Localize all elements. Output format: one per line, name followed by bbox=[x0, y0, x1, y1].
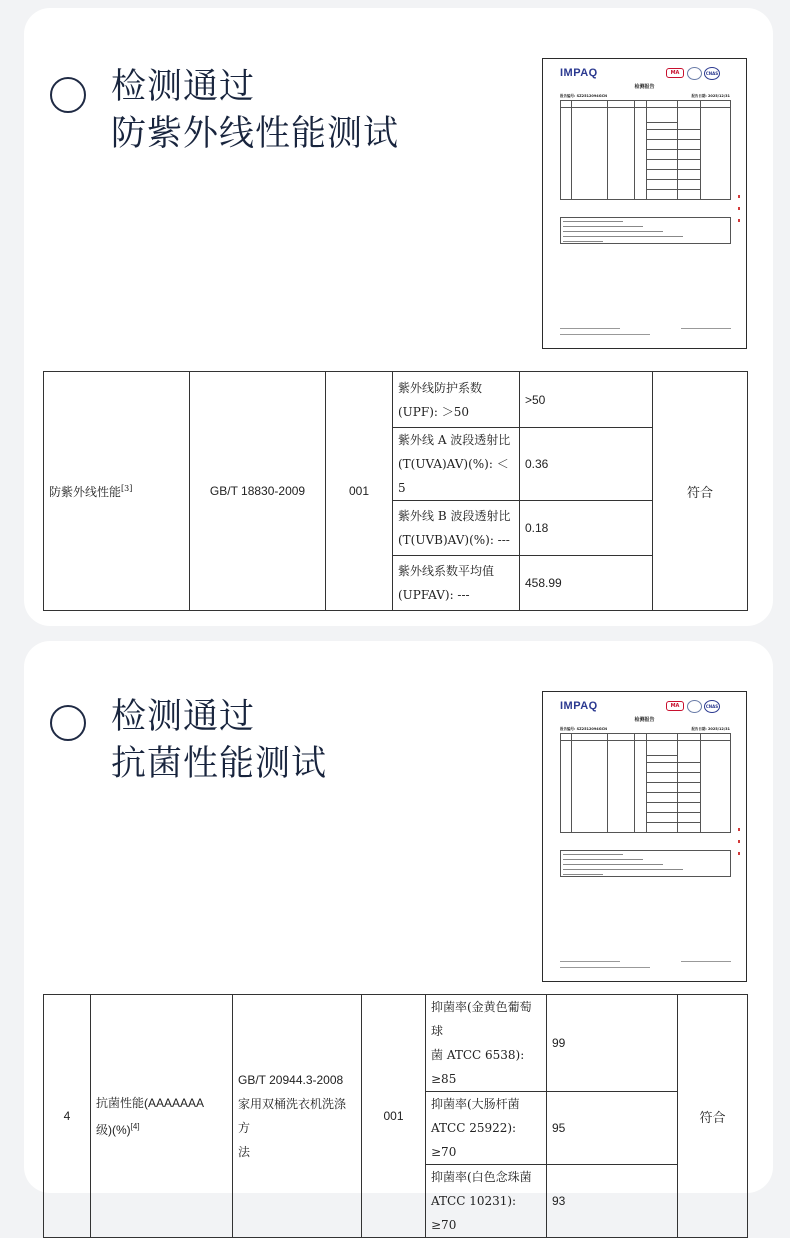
cnas-badge: CNAS bbox=[704, 67, 720, 80]
report-notes bbox=[560, 217, 731, 244]
requirement-cell: 抑菌率(金黄色葡萄球 菌 ATCC 6538): ≥85 bbox=[426, 995, 547, 1092]
ilac-badge bbox=[687, 700, 702, 713]
report-mini-table bbox=[560, 733, 731, 833]
antibac-card-title bbox=[111, 694, 327, 788]
cma-badge: MA bbox=[666, 701, 684, 711]
requirement-cell: 紫外线防护系数 (UPF): ＞50 bbox=[393, 372, 520, 428]
requirement-cell: 抑菌率(白色念珠菌 ATCC 10231): ≥70 bbox=[426, 1165, 547, 1238]
title-line-1: 检测通过 bbox=[111, 697, 256, 737]
result-cell: 95 bbox=[547, 1092, 678, 1165]
result-cell: 0.36 bbox=[520, 428, 653, 501]
requirement-cell: 紫外线 A 波段透射比 (T(UVA)AV)(%): ＜5 bbox=[393, 428, 520, 501]
title-line-2: 防紫外线性能测试 bbox=[111, 114, 400, 154]
report-doc-title: 检测报告 bbox=[634, 717, 655, 723]
uv-result-table bbox=[43, 371, 748, 611]
report-date: 报告日期: 2025/12/31 bbox=[691, 727, 730, 731]
report-thumbnail bbox=[542, 58, 747, 349]
result-cell: 99 bbox=[547, 995, 678, 1092]
test-item-cell: 防紫外线性能[3] bbox=[44, 372, 190, 611]
standard-cell: GB/T 18830-2009 bbox=[190, 372, 326, 611]
report-doc-title: 检测报告 bbox=[634, 84, 655, 90]
report-mini-table bbox=[560, 100, 731, 200]
requirement-cell: 紫外线 B 波段透射比 (T(UVB)AV)(%): --- bbox=[393, 501, 520, 556]
result-cell: 93 bbox=[547, 1165, 678, 1238]
report-date: 报告日期: 2025/12/31 bbox=[691, 94, 730, 98]
report-number: 报告编号: SZ2512094GCN bbox=[560, 727, 608, 731]
cnas-badge: CNAS bbox=[704, 700, 720, 713]
report-notes bbox=[560, 850, 731, 877]
verdict-cell: 符合 bbox=[653, 372, 748, 611]
title-line-2: 抗菌性能测试 bbox=[111, 744, 328, 784]
verdict-cell: 符合 bbox=[678, 995, 748, 1238]
result-cell: 0.18 bbox=[520, 501, 653, 556]
item-number-cell: 4 bbox=[44, 995, 91, 1238]
sample-cell: 001 bbox=[362, 995, 426, 1238]
requirement-cell: 紫外线系数平均值 (UPFAV): --- bbox=[393, 556, 520, 611]
report-thumbnail bbox=[542, 691, 747, 982]
ilac-badge bbox=[687, 67, 702, 80]
uv-card-title bbox=[111, 64, 399, 158]
circle-icon bbox=[50, 705, 86, 741]
title-line-1: 检测通过 bbox=[111, 67, 256, 107]
antibac-result-table bbox=[43, 994, 748, 1238]
sample-cell: 001 bbox=[326, 372, 393, 611]
antibacterial-test-card bbox=[24, 641, 773, 1232]
requirement-cell: 抑菌率(大肠杆菌 ATCC 25922): ≥70 bbox=[426, 1092, 547, 1165]
test-item-cell: 抗菌性能(AAAAAAA 级)(%)[4] bbox=[91, 995, 233, 1238]
impaq-logo: IMPAQ bbox=[560, 67, 598, 79]
standard-cell: GB/T 20944.3-2008 家用双桶洗衣机洗涤方 法 bbox=[233, 995, 362, 1238]
cma-badge: MA bbox=[666, 68, 684, 78]
result-cell: >50 bbox=[520, 372, 653, 428]
circle-icon bbox=[50, 77, 86, 113]
result-cell: 458.99 bbox=[520, 556, 653, 611]
uv-test-card bbox=[24, 8, 773, 626]
report-number: 报告编号: SZ2512094GCN bbox=[560, 94, 608, 98]
impaq-logo: IMPAQ bbox=[560, 700, 598, 712]
